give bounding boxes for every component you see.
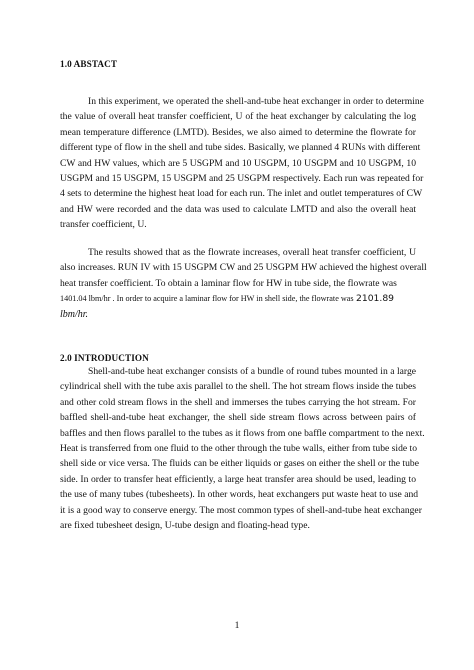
text-line: CW and HW values, which are 5 USGPM and 10 USGPM, 10 USGPM and 10 USGPM, 10 — [60, 157, 416, 169]
text-line: and HW were recorded and the data was used to calculate LMTD and also the overall heat — [60, 203, 416, 215]
text-line: also increases. RUN IV with 15 USGPM CW and 25 USGPM HW achieved the highest overall — [60, 262, 427, 274]
abstract-paragraph-1 — [60, 94, 424, 233]
flowrate-unit: lbm/hr. — [60, 308, 89, 320]
text-line — [60, 307, 416, 322]
shell-side-flowrate-value: 2101.89 — [356, 293, 395, 305]
section-heading-abstract: 1.0 ABSTACT — [60, 59, 118, 69]
text-line: it is a good way to conserve energy. The most common types of shell-and-tube heat exchanger — [60, 504, 422, 516]
text-line: Heat is transferred from one fluid to the other through the tube walls, either from tube side to — [60, 443, 417, 455]
text-line: heat transfer coefficient. To obtain a laminar flow for HW in tube side, the flowrate was — [60, 277, 397, 289]
page-number: 1 — [234, 620, 240, 631]
text-line: the value of overall heat transfer coefficient, U of the heat exchanger by calculating the log — [60, 111, 416, 123]
text-line: mean temperature difference (LMTD). Besides, we also aimed to determine the flowrate for — [60, 126, 416, 138]
text-line: In this experiment, we operated the shell-and-tube heat exchanger in order to determine — [88, 96, 424, 107]
text-line: transfer coefficient, U. — [60, 219, 147, 231]
text-line: and other cold stream flows in the shell and immerses the tubes carrying the hot stream. For — [60, 396, 416, 408]
text-line: 4 sets to determine the highest heat load for each run. The inlet and outlet temperatures of CW — [60, 188, 423, 200]
text-line: baffles and then flows parallel to the tubes as it flows from one baffle compartment to the next. — [60, 427, 425, 439]
text-line: The results showed that as the flowrate increases, overall heat transfer coefficient, U — [88, 247, 416, 258]
text-line-with-values — [60, 291, 416, 306]
tube-side-flowrate-text: 1401.04 lbm/hr . In order to acquire a laminar flow for HW in shell side, the flowrate was — [60, 294, 354, 304]
text-line: are fixed tubesheet design, U-tube design and floating-head type. — [60, 520, 310, 532]
text-line: the use of many tubes (tubesheets). In other words, heat exchangers put waste heat to use and — [60, 489, 419, 501]
introduction-paragraph — [60, 364, 425, 533]
text-line: USGPM and 15 USGPM, 15 USGPM and 25 USGPM respectively. Each run was repeated for — [60, 173, 424, 185]
text-line: side. In order to transfer heat efficiently, a large heat transfer area should be used, leading to — [60, 473, 416, 485]
abstract-paragraph-2 — [60, 245, 427, 322]
text-line: shell side or vice versa. The fluids can be either liquids or gases on either the shell or the tube — [60, 458, 419, 470]
section-heading-introduction: 2.0 INTRODUCTION — [60, 353, 149, 363]
text-line: different type of flow in the shell and tube sides. Basically, we planned 4 RUNs with different — [60, 142, 421, 154]
text-line: cylindrical shell with the tube axis parallel to the shell. The hot stream flows inside the tubes — [60, 381, 416, 393]
text-line: Shell-and-tube heat exchanger consists of a bundle of round tubes mounted in a large — [88, 366, 416, 377]
text-line: baffled shell-and-tube heat exchanger, the shell side stream flows across between pairs of — [60, 412, 416, 424]
